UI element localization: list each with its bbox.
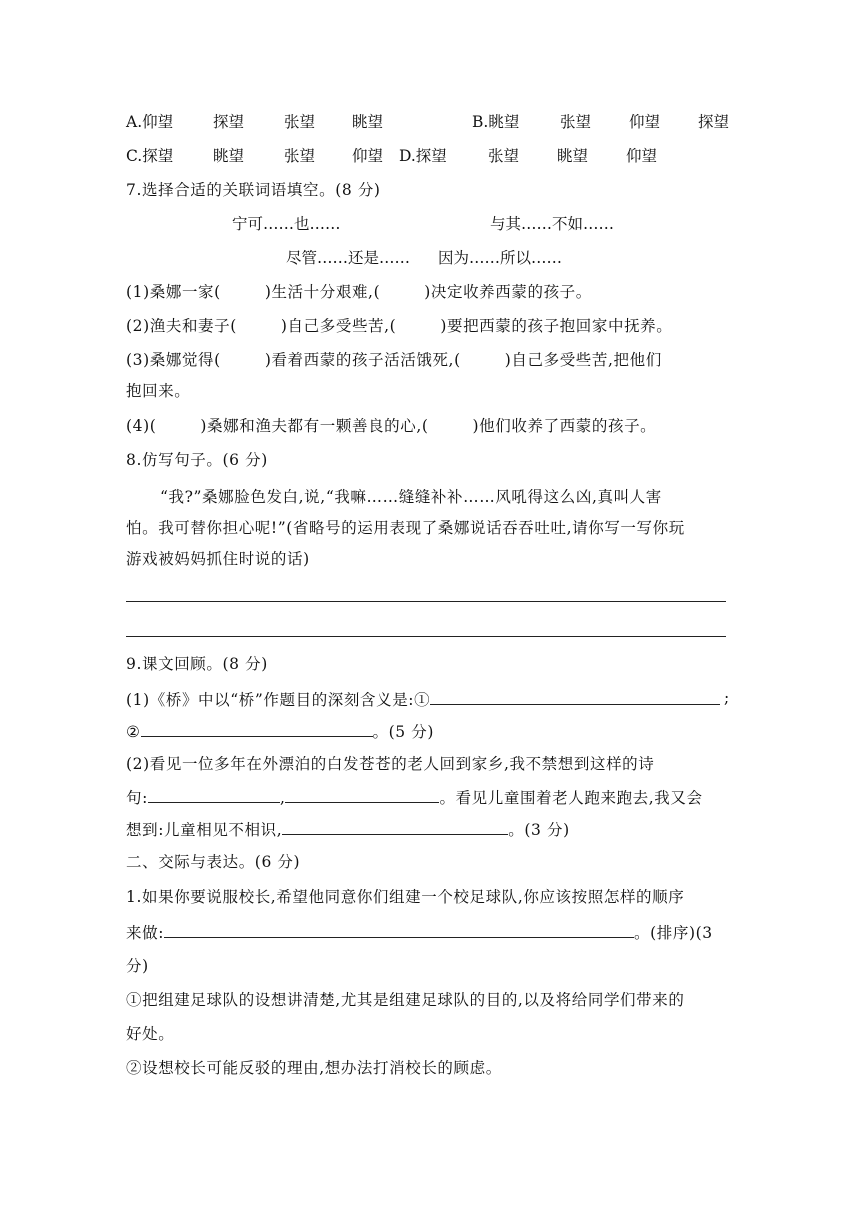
option-d-label: D.探望 xyxy=(399,147,447,165)
question-9-title: 9.课文回顾。(8 分) xyxy=(126,655,268,673)
connective-choice: 因为……所以…… xyxy=(438,249,563,267)
question-9-item-2: (2)看见一位多年在外漂泊的白发苍苍的老人回到家乡,我不禁想到这样的诗 xyxy=(126,755,655,773)
question-9-item-1b: ② 。(5 分) xyxy=(126,720,434,742)
question-7-title: 7.选择合适的关联词语填空。(8 分) xyxy=(126,181,381,199)
connective-choice: 与其……不如…… xyxy=(490,215,615,233)
question-7-item-3: (3)桑娜觉得( )看着西蒙的孩子活活饿死,( )自己多受些苦,把他们 xyxy=(126,351,662,369)
option-d-word: 张望 xyxy=(488,147,520,165)
question-8-passage: 怕。我可替你担心呢!”(省略号的运用表现了桑娜说话吞吞吐吐,请你写一写你玩 xyxy=(126,519,685,537)
question-7-item-1: (1)桑娜一家( )生活十分艰难,( )决定收养西蒙的孩子。 xyxy=(126,283,592,301)
question-8-title: 8.仿写句子。(6 分) xyxy=(126,451,268,469)
answer-line[interactable] xyxy=(126,636,726,637)
option-a-label: A.仰望 xyxy=(126,113,174,131)
question-9-item-1: (1)《桥》中以“桥”作题目的深刻含义是:① xyxy=(126,688,720,710)
option-a-word: 张望 xyxy=(284,113,316,131)
question-8-passage: 游戏被妈妈抓住时说的话) xyxy=(126,550,310,568)
answer-line[interactable] xyxy=(126,601,726,602)
question-7-item-4: (4)( )桑娜和渔夫都有一颗善良的心,( )他们收养了西蒙的孩子。 xyxy=(126,417,657,435)
answer-blank[interactable] xyxy=(164,921,634,938)
answer-blank[interactable] xyxy=(148,786,280,803)
option-c-label: C.探望 xyxy=(126,147,174,165)
question-9-item-2c: 想到:儿童相见不相识, 。(3 分) xyxy=(126,818,570,840)
option-b-label: B.眺望 xyxy=(472,113,520,131)
option-1-cont: 好处。 xyxy=(126,1025,175,1043)
option-a-word: 探望 xyxy=(213,113,245,131)
option-c-word: 仰望 xyxy=(352,147,384,165)
section-2-question-1c: 分) xyxy=(126,957,149,975)
connective-choice: 尽管……还是…… xyxy=(286,249,411,267)
section-2-question-1b: 来做: 。(排序)(3 xyxy=(126,921,713,943)
answer-blank[interactable] xyxy=(430,688,720,705)
answer-blank[interactable] xyxy=(141,720,373,737)
question-7-item-2: (2)渔夫和妻子( )自己多受些苦,( )要把西蒙的孩子抱回家中抚养。 xyxy=(126,317,673,335)
answer-blank[interactable] xyxy=(285,786,439,803)
option-2: ②设想校长可能反驳的理由,想办法打消校长的顾虑。 xyxy=(126,1059,502,1077)
option-d-word: 仰望 xyxy=(626,147,658,165)
option-1: ①把组建足球队的设想讲清楚,尤其是组建足球队的目的,以及将给同学们带来的 xyxy=(126,991,685,1009)
option-c-word: 张望 xyxy=(284,147,316,165)
answer-blank[interactable] xyxy=(282,818,508,835)
option-d-word: 眺望 xyxy=(557,147,589,165)
semicolon: ; xyxy=(724,689,730,707)
connective-choice: 宁可……也…… xyxy=(232,215,341,233)
option-b-word: 张望 xyxy=(560,113,592,131)
section-2-question-1: 1.如果你要说服校长,希望他同意你们组建一个校足球队,你应该按照怎样的顺序 xyxy=(126,888,685,906)
option-b-word: 探望 xyxy=(698,113,730,131)
option-b-word: 仰望 xyxy=(629,113,661,131)
section-2-title: 二、交际与表达。(6 分) xyxy=(126,853,301,871)
question-9-item-2b: 句: , 。看见儿童围着老人跑来跑去,我又会 xyxy=(126,786,703,808)
question-7-item-3-cont: 抱回来。 xyxy=(126,382,191,400)
option-a-word: 眺望 xyxy=(352,113,384,131)
question-8-passage: “我?”桑娜脸色发白,说,“我嘛……缝缝补补……风吼得这么凶,真叫人害 xyxy=(160,488,662,506)
option-c-word: 眺望 xyxy=(213,147,245,165)
